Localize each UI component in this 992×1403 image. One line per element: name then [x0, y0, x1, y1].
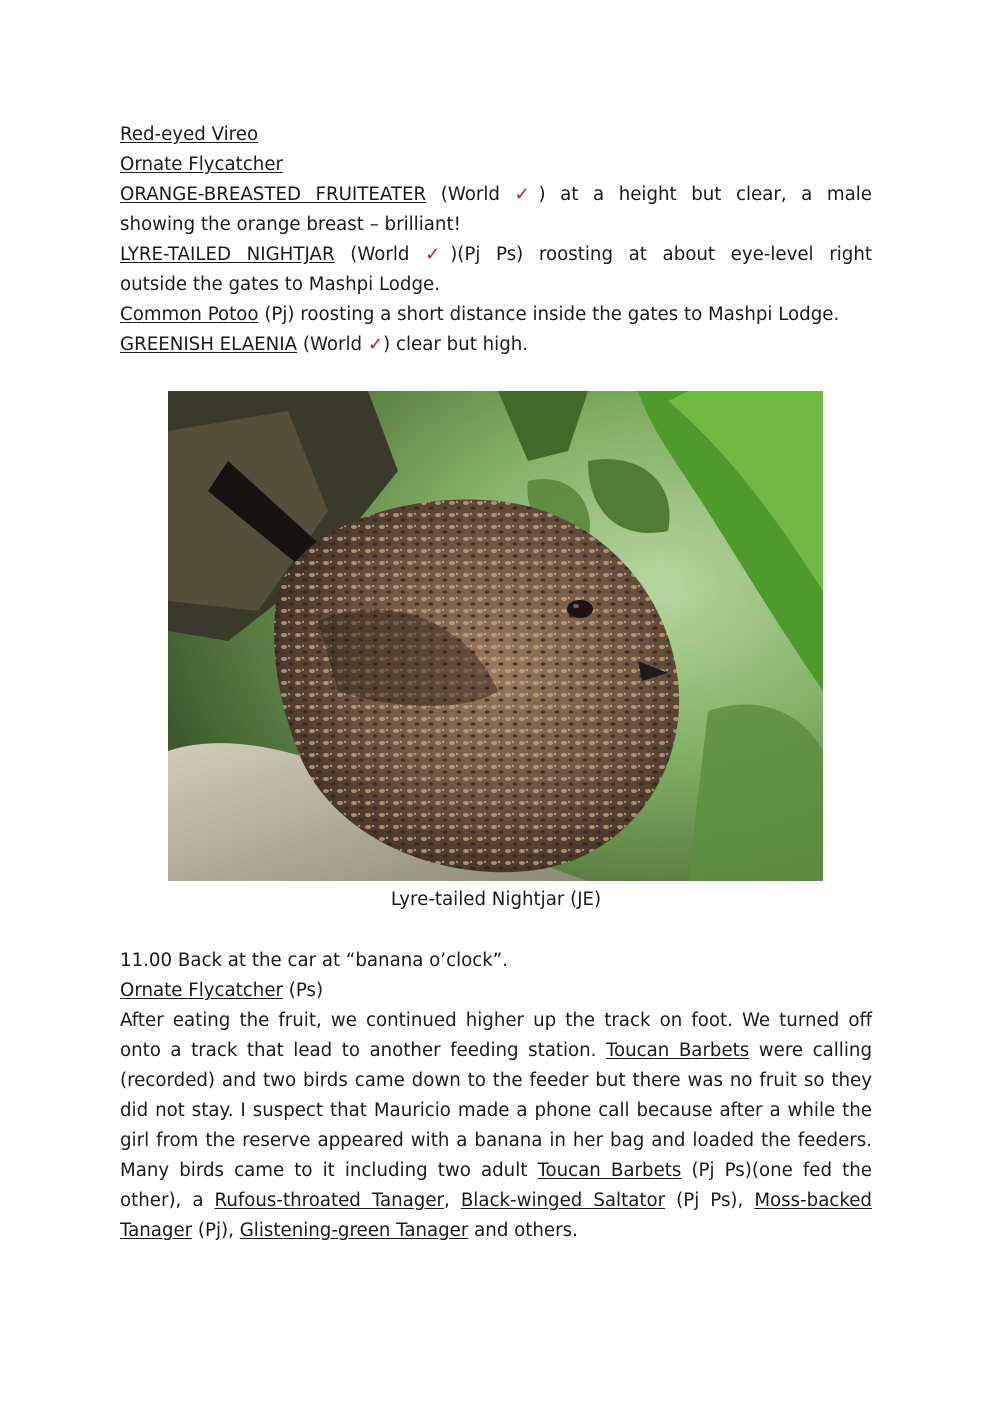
species-entry-nightjar: LYRE-TAILED NIGHTJAR (World ✓)(Pj Ps) roosting at about eye-level right — [120, 244, 872, 265]
paragraph-line: onto a track that lead to another feeding station. Toucan Barbets were calling — [120, 1040, 872, 1061]
species-name-fruiteater: ORANGE-BREASTED FRUITEATER — [120, 184, 427, 205]
species-entry — [120, 120, 872, 150]
species-name-elaenia: GREENISH ELAENIA — [120, 334, 298, 355]
species-name-glistening-green-tanager: Glistening-green Tanager — [239, 1220, 469, 1241]
species-entry-text: showing the orange breast – brilliant! — [120, 214, 461, 235]
species-name-potoo: Common Potoo — [120, 304, 259, 325]
photo-caption: Lyre-tailed Nightjar (JE) — [390, 889, 602, 910]
species-entry — [120, 150, 872, 180]
species-name-rufous-throated-tanager: Rufous-throated Tanager — [214, 1190, 445, 1211]
species-entry-potoo: Common Potoo (Pj) roosting a short distance inside the gates to Mashpi Lodge. — [120, 304, 840, 325]
checkmark-icon: ✓ — [514, 184, 539, 205]
species-name-black-winged-saltator: Black-winged Saltator — [460, 1190, 666, 1211]
species-name-ornate-flycatcher: Ornate Flycatcher — [120, 980, 283, 1001]
paragraph-line: Tanager (Pj), Glistening-green Tanager and others. — [120, 1220, 578, 1241]
narrative-block — [120, 946, 872, 1246]
species-name-moss-backed-tanager: Tanager — [120, 1220, 193, 1241]
species-entry-fruiteater: ORANGE-BREASTED FRUITEATER (World ✓) at a height but clear, a male — [120, 184, 872, 205]
paragraph-line: Many birds came to it including two adult Toucan Barbets (Pj Ps)(one fed the — [120, 1160, 872, 1181]
paragraph-line: did not stay. I suspect that Mauricio made a phone call because after a while the — [120, 1100, 872, 1121]
nightjar-photo — [168, 391, 823, 881]
paragraph-line: After eating the fruit, we continued higher up the track on foot. We turned off — [120, 1010, 872, 1031]
species-name-ornate-flycatcher: Ornate Flycatcher — [120, 154, 283, 175]
species-list-top — [120, 120, 872, 360]
species-name-red-eyed-vireo: Red-eyed Vireo — [120, 124, 259, 145]
species-entry: Ornate Flycatcher (Ps) — [120, 980, 324, 1001]
species-entry-text: outside the gates to Mashpi Lodge. — [120, 274, 440, 295]
time-entry: 11.00 Back at the car at “banana o’clock”. — [120, 950, 508, 971]
checkmark-icon: ✓ — [425, 244, 451, 265]
checkmark-icon: ✓ — [367, 334, 384, 355]
species-name-toucan-barbet: Toucan Barbets — [537, 1160, 682, 1181]
paragraph-line: other), a Rufous-throated Tanager, Black-winged Saltator (Pj Ps), Moss-backed — [120, 1190, 872, 1211]
paragraph-line: girl from the reserve appeared with a banana in her bag and loaded the feeders. — [120, 1130, 872, 1151]
species-entry-elaenia: GREENISH ELAENIA (World ✓) clear but high. — [120, 334, 529, 355]
species-name-toucan-barbet: Toucan Barbets — [605, 1040, 750, 1061]
paragraph-line: (recorded) and two birds came down to the feeder but there was no fruit so they — [120, 1070, 872, 1091]
species-name-moss-backed-tanager: Moss-backed — [754, 1190, 872, 1211]
species-name-nightjar: LYRE-TAILED NIGHTJAR — [120, 244, 335, 265]
